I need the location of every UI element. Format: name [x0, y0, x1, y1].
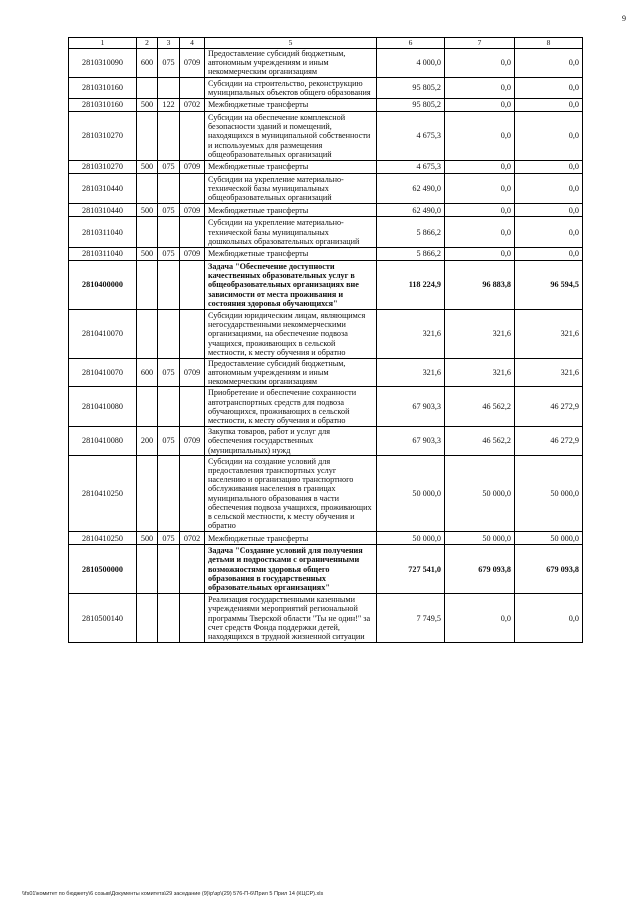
table-row	[69, 387, 583, 427]
row-value-8: 50 000,0	[515, 455, 583, 532]
header-row	[69, 38, 583, 49]
row-value-7: 46 562,2	[445, 427, 515, 456]
row-description: Межбюджетные трансферты	[205, 204, 377, 217]
row-value-6: 727 541,0	[377, 545, 445, 594]
row-col-4: 0709	[180, 160, 205, 173]
header-cell-6: 6	[377, 38, 445, 49]
row-value-7: 0,0	[445, 98, 515, 111]
row-description: Субсидии юридическим лицам, являющимся негосударственными некоммерческими организациями, на обеспечение подвоза учащихся, проживающих в сельской местности, к месту обучения и обратно	[205, 309, 377, 358]
table-body	[69, 38, 583, 643]
row-col-4: 0709	[180, 204, 205, 217]
row-description: Предоставление субсидий бюджетным, автономным учреждениям и иным некоммерческим организациям	[205, 49, 377, 78]
row-value-8: 321,6	[515, 358, 583, 387]
row-value-7: 50 000,0	[445, 532, 515, 545]
table-row	[69, 545, 583, 594]
row-col-4	[180, 77, 205, 98]
row-description: Предоставление субсидий бюджетным, автономным учреждениям и иным некоммерческим организациям	[205, 358, 377, 387]
header-cell-1: 1	[69, 38, 137, 49]
row-description: Межбюджетные трансферты	[205, 160, 377, 173]
row-value-6: 62 490,0	[377, 173, 445, 204]
row-description: Субсидии на укрепление материально-технической базы муниципальных дошкольных образовательных организаций	[205, 217, 377, 248]
row-value-7: 0,0	[445, 217, 515, 248]
row-code: 2810400000	[69, 261, 137, 310]
table-row	[69, 248, 583, 261]
row-col-4	[180, 545, 205, 594]
row-description: Задача "Обеспечение доступности качественных образовательных услуг в общеобразовательных организациях вне зависимости от места проживания и состояния здоровья обучающихся"	[205, 261, 377, 310]
budget-table	[68, 37, 583, 643]
row-description: Реализация государственными казенными учреждениями мероприятий региональной программы Тверской области "Ты не один!" за счет средств Фонда поддержки детей, находящихся в трудной жизненной ситуации	[205, 594, 377, 643]
row-col-4: 0709	[180, 248, 205, 261]
row-col-3	[158, 594, 180, 643]
row-col-4: 0702	[180, 98, 205, 111]
row-value-6: 95 805,2	[377, 98, 445, 111]
row-col-3: 075	[158, 427, 180, 456]
header-cell-5: 5	[205, 38, 377, 49]
row-description: Приобретение и обеспечение сохранности автотранспортных средств для подвоза обучающихся, проживающих в сельской местности, к месту обучения и обратно	[205, 387, 377, 427]
row-value-8: 679 093,8	[515, 545, 583, 594]
table-row	[69, 427, 583, 456]
row-value-6: 4 675,3	[377, 160, 445, 173]
header-cell-3: 3	[158, 38, 180, 49]
row-value-8: 0,0	[515, 111, 583, 160]
row-col-2: 600	[137, 49, 158, 78]
row-value-6: 67 903,3	[377, 387, 445, 427]
table-row	[69, 261, 583, 310]
row-code: 2810310270	[69, 111, 137, 160]
row-code: 2810310440	[69, 173, 137, 204]
row-value-6: 95 805,2	[377, 77, 445, 98]
row-col-3	[158, 77, 180, 98]
row-value-8: 0,0	[515, 248, 583, 261]
row-col-2: 500	[137, 98, 158, 111]
row-code: 2810310090	[69, 49, 137, 78]
row-code: 2810311040	[69, 248, 137, 261]
row-value-8: 0,0	[515, 217, 583, 248]
row-value-8: 0,0	[515, 98, 583, 111]
row-col-3	[158, 173, 180, 204]
row-col-3	[158, 309, 180, 358]
row-description: Закупка товаров, работ и услуг для обеспечения государственных (муниципальных) нужд	[205, 427, 377, 456]
header-cell-8: 8	[515, 38, 583, 49]
row-description: Субсидии на укрепление материально-технической базы муниципальных общеобразовательных организаций	[205, 173, 377, 204]
row-col-2	[137, 545, 158, 594]
row-col-2	[137, 594, 158, 643]
header-cell-2: 2	[137, 38, 158, 49]
row-description: Субсидии на создание условий для предоставления транспортных услуг населению и организацию транспортного обслуживания населения в границах муниципального образования в части обеспечения подвоза учащихся, проживающих в сельской местности, к месту обучения и обратно	[205, 455, 377, 532]
row-value-7: 0,0	[445, 594, 515, 643]
row-col-4: 0709	[180, 49, 205, 78]
row-col-3: 075	[158, 160, 180, 173]
row-value-8: 46 272,9	[515, 427, 583, 456]
row-code: 2810410250	[69, 455, 137, 532]
row-value-8: 0,0	[515, 204, 583, 217]
row-code: 2810410250	[69, 532, 137, 545]
row-col-4	[180, 594, 205, 643]
row-col-3	[158, 217, 180, 248]
row-col-3: 122	[158, 98, 180, 111]
row-col-4	[180, 455, 205, 532]
row-value-6: 50 000,0	[377, 532, 445, 545]
row-col-3	[158, 111, 180, 160]
row-value-8: 0,0	[515, 160, 583, 173]
table-row	[69, 173, 583, 204]
table-row	[69, 111, 583, 160]
table-row	[69, 455, 583, 532]
row-col-3: 075	[158, 248, 180, 261]
row-col-3	[158, 387, 180, 427]
row-value-6: 4 000,0	[377, 49, 445, 78]
row-value-8: 321,6	[515, 309, 583, 358]
row-col-2	[137, 217, 158, 248]
row-code: 2810310440	[69, 204, 137, 217]
row-description: Субсидии на строительство, реконструкцию муниципальных объектов общего образования	[205, 77, 377, 98]
table-row	[69, 594, 583, 643]
row-value-7: 0,0	[445, 248, 515, 261]
row-col-3	[158, 545, 180, 594]
row-description: Межбюджетные трансферты	[205, 248, 377, 261]
row-col-2	[137, 111, 158, 160]
header-cell-4: 4	[180, 38, 205, 49]
row-value-7: 0,0	[445, 160, 515, 173]
row-code: 2810410070	[69, 309, 137, 358]
row-code: 2810310270	[69, 160, 137, 173]
row-code: 2810500140	[69, 594, 137, 643]
row-col-2	[137, 387, 158, 427]
row-col-2	[137, 77, 158, 98]
file-path-footer: \\fs01\комитет по бюджету\6 созыв\Документы комитета\29 заседание (9)\p\зр\(29) 576-П-6\Прил 5 Прил 14 (КЦСР).xls	[22, 891, 324, 897]
row-col-4	[180, 111, 205, 160]
row-col-2: 500	[137, 160, 158, 173]
row-value-7: 0,0	[445, 49, 515, 78]
row-value-6: 7 749,5	[377, 594, 445, 643]
row-col-3: 075	[158, 532, 180, 545]
row-value-8: 0,0	[515, 49, 583, 78]
row-col-4	[180, 261, 205, 310]
table-row	[69, 98, 583, 111]
row-code: 2810410070	[69, 358, 137, 387]
row-col-3	[158, 261, 180, 310]
page-number: 9	[622, 14, 626, 23]
row-col-4	[180, 173, 205, 204]
row-col-4: 0702	[180, 532, 205, 545]
row-value-7: 321,6	[445, 309, 515, 358]
row-value-8: 0,0	[515, 594, 583, 643]
table-row	[69, 358, 583, 387]
row-value-6: 118 224,9	[377, 261, 445, 310]
row-col-2: 500	[137, 532, 158, 545]
row-col-3	[158, 455, 180, 532]
table-row	[69, 309, 583, 358]
row-value-6: 62 490,0	[377, 204, 445, 217]
row-col-2	[137, 455, 158, 532]
row-description: Субсидии на обеспечение комплексной безопасности зданий и помещений, находящихся в муниципальной собственности и используемых для размещения общеобразовательных организаций	[205, 111, 377, 160]
row-col-3: 075	[158, 49, 180, 78]
row-code: 2810310160	[69, 98, 137, 111]
row-code: 2810410080	[69, 387, 137, 427]
row-value-7: 0,0	[445, 204, 515, 217]
row-value-6: 321,6	[377, 309, 445, 358]
row-col-4	[180, 387, 205, 427]
row-value-6: 4 675,3	[377, 111, 445, 160]
row-code: 2810311040	[69, 217, 137, 248]
table-row	[69, 217, 583, 248]
row-value-6: 67 903,3	[377, 427, 445, 456]
row-value-6: 321,6	[377, 358, 445, 387]
row-col-4: 0709	[180, 358, 205, 387]
row-col-4	[180, 309, 205, 358]
row-value-7: 321,6	[445, 358, 515, 387]
row-value-7: 50 000,0	[445, 455, 515, 532]
row-value-8: 96 594,5	[515, 261, 583, 310]
table-row	[69, 49, 583, 78]
row-description: Межбюджетные трансферты	[205, 98, 377, 111]
row-col-2: 600	[137, 358, 158, 387]
row-description: Межбюджетные трансферты	[205, 532, 377, 545]
row-value-7: 0,0	[445, 77, 515, 98]
table-row	[69, 160, 583, 173]
row-code: 2810500000	[69, 545, 137, 594]
row-value-6: 50 000,0	[377, 455, 445, 532]
row-col-2	[137, 309, 158, 358]
row-description: Задача "Создание условий для получения детьми и подростками с ограниченными возможностями здоровья общего образования в государственных образовательных организациях"	[205, 545, 377, 594]
row-col-2: 500	[137, 204, 158, 217]
row-code: 2810410080	[69, 427, 137, 456]
row-col-3: 075	[158, 204, 180, 217]
row-value-8: 0,0	[515, 77, 583, 98]
row-col-2: 500	[137, 248, 158, 261]
row-value-6: 5 866,2	[377, 248, 445, 261]
row-value-7: 0,0	[445, 173, 515, 204]
row-value-8: 0,0	[515, 173, 583, 204]
row-col-2	[137, 173, 158, 204]
table-row	[69, 204, 583, 217]
row-value-7: 96 883,8	[445, 261, 515, 310]
row-col-2: 200	[137, 427, 158, 456]
row-value-7: 46 562,2	[445, 387, 515, 427]
row-value-8: 46 272,9	[515, 387, 583, 427]
header-cell-7: 7	[445, 38, 515, 49]
row-col-3: 075	[158, 358, 180, 387]
row-col-2	[137, 261, 158, 310]
table-row	[69, 532, 583, 545]
row-value-7: 0,0	[445, 111, 515, 160]
row-value-8: 50 000,0	[515, 532, 583, 545]
row-col-4: 0709	[180, 427, 205, 456]
row-value-6: 5 866,2	[377, 217, 445, 248]
row-value-7: 679 093,8	[445, 545, 515, 594]
row-col-4	[180, 217, 205, 248]
table-row	[69, 77, 583, 98]
row-code: 2810310160	[69, 77, 137, 98]
